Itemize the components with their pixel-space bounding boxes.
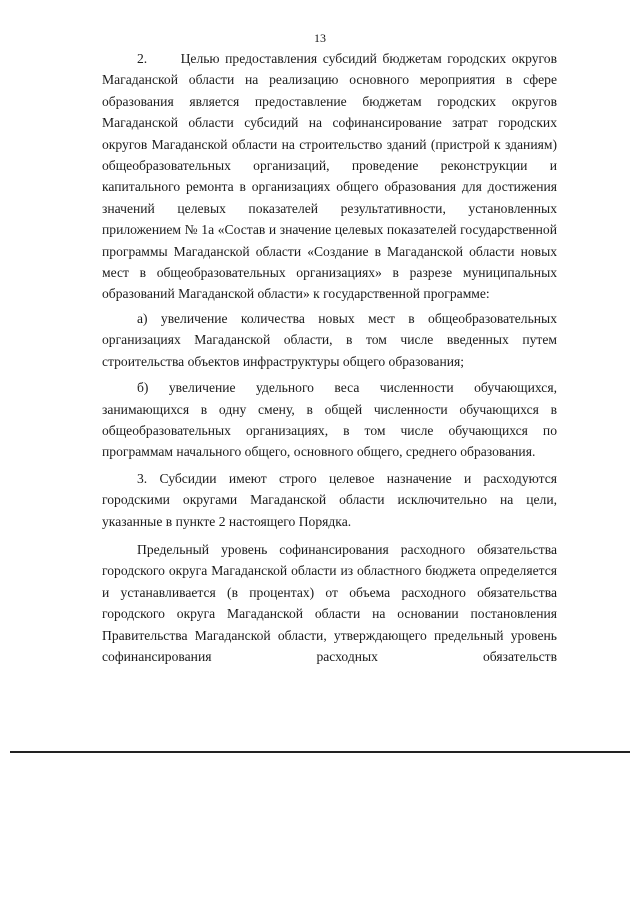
paragraph-cofinancing-limit: Предельный уровень софинансирования расходного обязательства городского округа Магаданской области из областного бюджета определяется и устанавливается (в процентах) от объема расходного обязательства городского округа Магаданской области на основании постановления Правительства Магаданской области, утверждающего предельный уровень софинансирования расходных обязательств — [102, 541, 557, 664]
list-item-b: б) увеличение удельного веса численности обучающихся, занимающихся в одну смену, в общей численности обучающихся в общеобразовательных организациях, в том числе обучающихся по программам начального общего, основного общего, среднего образования. — [102, 380, 557, 460]
list-item-a: а) увеличение количества новых мест в общеобразовательных организациях Магаданской области, в том числе введенных путем строительства объектов инфраструктуры общего образования; — [102, 310, 557, 369]
footer-rule — [10, 751, 630, 753]
page-number: 13 — [314, 31, 326, 45]
paragraph-2: 2. Целью предоставления субсидий бюджетам городских округов Магаданской области на реализацию основного мероприятия в сфере образования является предоставление бюджетам городских округов Магаданской области субсидий на софинансирование затрат городских округов Магаданской области на строительство зданий (пристрой к зданиям) общеобразовательных организаций, проведение реконструкции и капитального ремонта в организациях общего образования для достижения значений целевых показателей результативности, установленных приложением № 1а «Состав и значение целевых показателей государственной программы Магаданской области «Создание в Магаданской области новых мест в общеобразовательных организациях» в разрезе муниципальных образований Магаданской области» к государственной программе: — [102, 51, 557, 302]
paragraph-3: 3. Субсидии имеют строго целевое назначение и расходуются городскими округами Магаданской области исключительно на цели, указанные в пункте 2 настоящего Порядка. — [102, 470, 557, 529]
document-body — [102, 48, 557, 667]
